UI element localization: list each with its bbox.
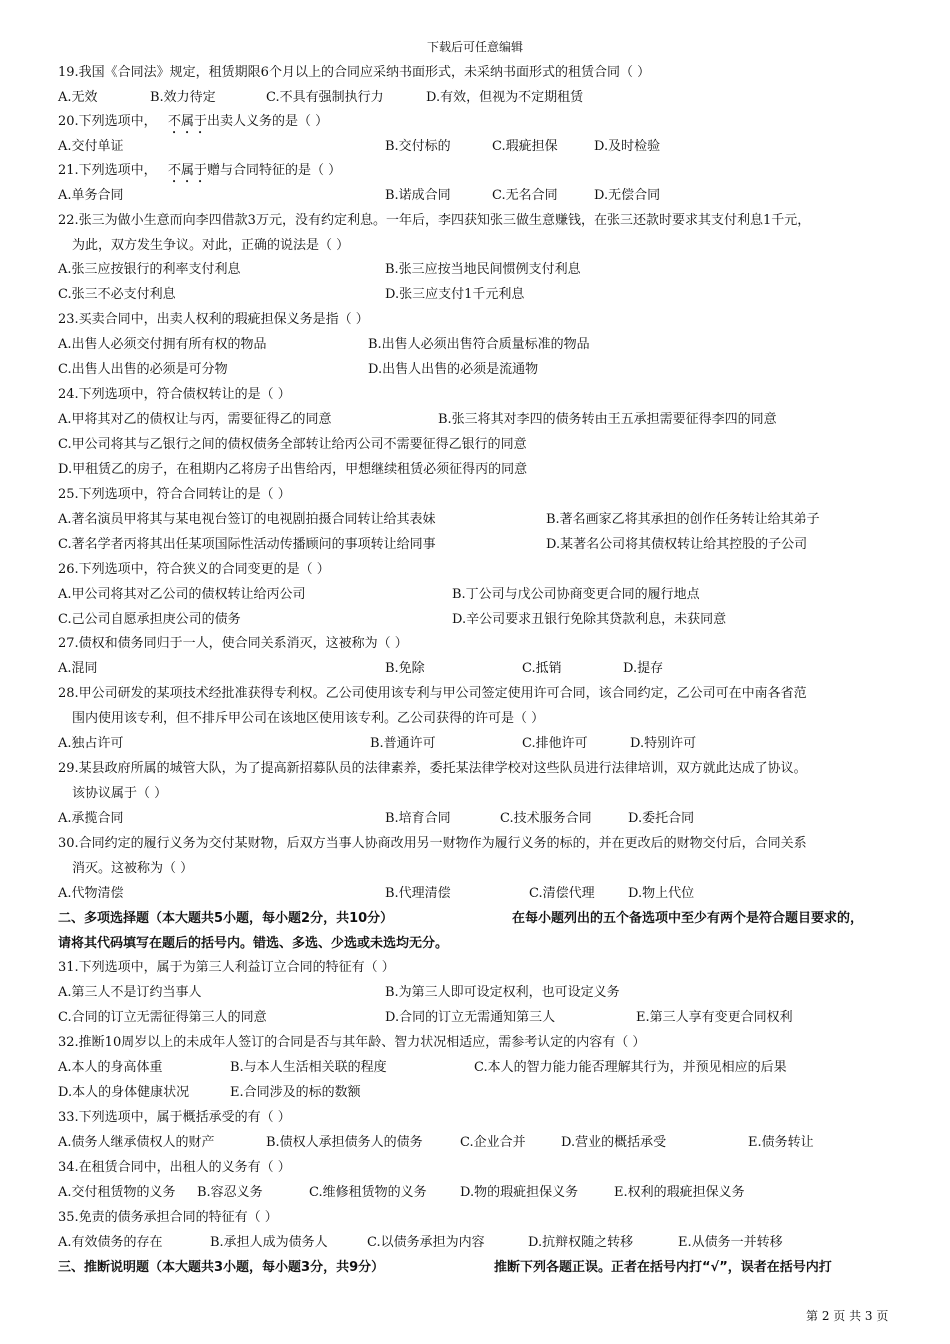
question-text: 32.推断10周岁以上的未成年人签订的合同是否与其年龄、智力状况相适应，需参考认定的内容有（ ） bbox=[58, 1035, 646, 1050]
option-text: C.排他许可 bbox=[522, 736, 588, 751]
option-text: E.债务转让 bbox=[748, 1135, 814, 1150]
option-text: C.瑕疵担保 bbox=[492, 139, 558, 154]
option-text: B.张三将其对李四的债务转由王五承担需要征得李四的同意 bbox=[438, 412, 777, 427]
option-text: C.甲公司将其与乙银行之间的债权债务全部转让给丙公司不需要征得乙银行的同意 bbox=[58, 437, 527, 452]
option-text: A.独占许可 bbox=[58, 736, 124, 751]
option-text: B.交付标的 bbox=[385, 139, 451, 154]
section-heading-text: 在每小题列出的五个备选项中至少有两个是符合题目要求的， bbox=[512, 911, 864, 926]
option-text: C.维修租赁物的义务 bbox=[309, 1185, 427, 1200]
option-text: C.己公司自愿承担庚公司的债务 bbox=[58, 612, 241, 627]
section-heading-text: 推断下列各题正误。正者在括号内打“√”，误者在括号内打 bbox=[494, 1260, 832, 1275]
option-text: D.营业的概括承受 bbox=[561, 1135, 667, 1150]
section-heading-text: 二、多项选择题（本大题共5小题，每小题2分，共10分） bbox=[58, 911, 394, 926]
option-text: D.某著名公司将其债权转让给其控股的子公司 bbox=[546, 537, 808, 552]
question-text: 24.下列选项中，符合债权转让的是（ ） bbox=[58, 387, 291, 402]
option-text: D.及时检验 bbox=[594, 139, 661, 154]
option-text: A.交付单证 bbox=[58, 139, 124, 154]
option-text: D.委托合同 bbox=[628, 811, 695, 826]
option-text: B.代理清偿 bbox=[385, 886, 451, 901]
question-text: 28.甲公司研发的某项技术经批准获得专利权。乙公司使用该专利与甲公司签定使用许可合同，该合同约定，乙公司可在中南各省范 bbox=[58, 686, 807, 701]
option-text: D.物上代位 bbox=[628, 886, 695, 901]
option-text: A.出售人必须交付拥有所有权的物品 bbox=[58, 337, 267, 352]
question-text: 35.免责的债务承担合同的特征有（ ） bbox=[58, 1210, 278, 1225]
question-text: 23.买卖合同中，出卖人权利的瑕疵担保义务是指（ ） bbox=[58, 312, 369, 327]
option-text: B.培育合同 bbox=[385, 811, 451, 826]
option-text: B.普通许可 bbox=[370, 736, 436, 751]
option-text: E.合同涉及的标的数额 bbox=[230, 1085, 361, 1100]
option-text: C.出售人出售的必须是可分物 bbox=[58, 362, 228, 377]
option-text: A.本人的身高体重 bbox=[58, 1060, 163, 1075]
option-text: A.有效债务的存在 bbox=[58, 1235, 163, 1250]
option-text: 消灭。这被称为（ ） bbox=[72, 861, 194, 876]
question-text: 33.下列选项中，属于概括承受的有（ ） bbox=[58, 1110, 291, 1125]
option-text: B.免除 bbox=[385, 661, 425, 676]
option-text: D.无偿合同 bbox=[594, 188, 661, 203]
option-text: A.混同 bbox=[58, 661, 98, 676]
option-text: A.甲公司将其对乙公司的债权转让给丙公司 bbox=[58, 587, 306, 602]
option-text: A.无效 bbox=[58, 90, 98, 105]
option-text: B.张三应按当地民间惯例支付利息 bbox=[385, 262, 581, 277]
option-text: D.本人的身体健康状况 bbox=[58, 1085, 190, 1100]
option-text: D.抗辩权随之转移 bbox=[528, 1235, 634, 1250]
option-text: 不属于 bbox=[168, 114, 208, 129]
option-text: A.债务人继承债权人的财产 bbox=[58, 1135, 215, 1150]
option-text: C.以债务承担为内容 bbox=[367, 1235, 485, 1250]
option-text: B.债权人承担债务人的债务 bbox=[266, 1135, 423, 1150]
option-text: E.权利的瑕疵担保义务 bbox=[614, 1185, 745, 1200]
question-text: 22.张三为做小生意而向李四借款3万元，没有约定利息。一年后，李四获知张三做生意赚钱，在张三还款时要求其支付利息1千元， bbox=[58, 213, 811, 228]
section-heading-text: 请将其代码填写在题后的括号内。错选、多选、少选或未选均无分。 bbox=[58, 936, 449, 951]
option-text: B.诺成合同 bbox=[385, 188, 451, 203]
option-text: A.承揽合同 bbox=[58, 811, 124, 826]
option-text: C.抵销 bbox=[522, 661, 562, 676]
option-text: A.著名演员甲将其与某电视台签订的电视剧拍摄合同转让给其表妹 bbox=[58, 512, 436, 527]
option-text: 围内使用该专利，但不排斥甲公司在该地区使用该专利。乙公司获得的许可是（ ） bbox=[72, 711, 545, 726]
option-text: B.著名画家乙将其承担的创作任务转让给其弟子 bbox=[546, 512, 820, 527]
option-text: 赠与合同特征的是（ ） bbox=[207, 163, 342, 178]
option-text: B.与本人生活相关联的程度 bbox=[230, 1060, 387, 1075]
option-text: C.技术服务合同 bbox=[500, 811, 592, 826]
question-text: 21.下列选项中， bbox=[58, 163, 157, 178]
option-text: C.不具有强制执行力 bbox=[266, 90, 384, 105]
question-text: 26.下列选项中，符合狭义的合同变更的是（ ） bbox=[58, 562, 330, 577]
option-text: B.丁公司与戊公司协商变更合同的履行地点 bbox=[452, 587, 700, 602]
option-text: D.提存 bbox=[623, 661, 664, 676]
question-text: 25.下列选项中，符合合同转让的是（ ） bbox=[58, 487, 291, 502]
option-text: 为此，双方发生争议。对此，正确的说法是（ ） bbox=[72, 238, 350, 253]
option-text: D.出售人出售的必须是流通物 bbox=[368, 362, 539, 377]
option-text: B.效力待定 bbox=[150, 90, 216, 105]
page-footer: 第 2 页 共 3 页 bbox=[806, 1309, 889, 1323]
question-text: 34.在租赁合同中，出租人的义务有（ ） bbox=[58, 1160, 291, 1175]
question-text: 20.下列选项中， bbox=[58, 114, 157, 129]
question-text: 30.合同约定的履行义务为交付某财物，后双方当事人协商改用另一财物作为履行义务的标的，并在更改后的财物交付后，合同关系 bbox=[58, 836, 807, 851]
option-text: D.张三应支付1千元利息 bbox=[385, 287, 525, 302]
option-text: B.出售人必须出售符合质量标准的物品 bbox=[368, 337, 590, 352]
option-text: D.物的瑕疵担保义务 bbox=[460, 1185, 579, 1200]
option-text: 不属于 bbox=[168, 163, 208, 178]
option-text: A.单务合同 bbox=[58, 188, 124, 203]
option-text: D.合同的订立无需通知第三人 bbox=[385, 1010, 556, 1025]
option-text: C.清偿代理 bbox=[529, 886, 595, 901]
option-text: C.合同的订立无需征得第三人的同意 bbox=[58, 1010, 267, 1025]
option-text: B.容忍义务 bbox=[197, 1185, 263, 1200]
option-text: D.特别许可 bbox=[630, 736, 697, 751]
option-text: E.从债务一并转移 bbox=[678, 1235, 783, 1250]
option-text: A.甲将其对乙的债权让与丙，需要征得乙的同意 bbox=[58, 412, 332, 427]
option-text: C.本人的智力能力能否理解其行为，并预见相应的后果 bbox=[474, 1060, 787, 1075]
option-text: D.甲租赁乙的房子，在租期内乙将房子出售给丙，甲想继续租赁必须征得丙的同意 bbox=[58, 462, 528, 477]
option-text: B.为第三人即可设定权利，也可设定义务 bbox=[385, 985, 620, 1000]
option-text: E.第三人享有变更合同权利 bbox=[636, 1010, 793, 1025]
option-text: A.交付租赁物的义务 bbox=[58, 1185, 176, 1200]
option-text: A.第三人不是订约当事人 bbox=[58, 985, 202, 1000]
question-text: 27.债权和债务同归于一人，使合同关系消灭，这被称为（ ） bbox=[58, 636, 408, 651]
option-text: 该协议属于（ ） bbox=[72, 786, 168, 801]
option-text: C.著名学者丙将其出任某项国际性活动传播顾问的事项转让给同事 bbox=[58, 537, 436, 552]
question-text: 19.我国《合同法》规定，租赁期限6个月以上的合同应采纳书面形式，未采纳书面形式的租赁合同（ ） bbox=[58, 65, 651, 80]
option-text: D.有效，但视为不定期租赁 bbox=[426, 90, 584, 105]
question-text: 31.下列选项中，属于为第三人利益订立合同的特征有（ ） bbox=[58, 960, 395, 975]
option-text: D.辛公司要求丑银行免除其贷款利息，未获同意 bbox=[452, 612, 727, 627]
page-header: 下载后可任意编辑 bbox=[426, 40, 523, 54]
option-text: B.承担人成为债务人 bbox=[210, 1235, 328, 1250]
option-text: C.企业合并 bbox=[460, 1135, 526, 1150]
option-text: C.张三不必支付利息 bbox=[58, 287, 176, 302]
option-text: C.无名合同 bbox=[492, 188, 558, 203]
question-text: 29.某县政府所属的城管大队，为了提高新招募队员的法律素养，委托某法律学校对这些队员进行法律培训，双方就此达成了协议。 bbox=[58, 761, 807, 776]
option-text: 出卖人义务的是（ ） bbox=[207, 114, 329, 129]
section-heading-text: 三、推断说明题（本大题共3小题，每小题3分，共9分） bbox=[58, 1260, 385, 1275]
option-text: A.代物清偿 bbox=[58, 886, 124, 901]
option-text: A.张三应按银行的利率支付利息 bbox=[58, 262, 241, 277]
